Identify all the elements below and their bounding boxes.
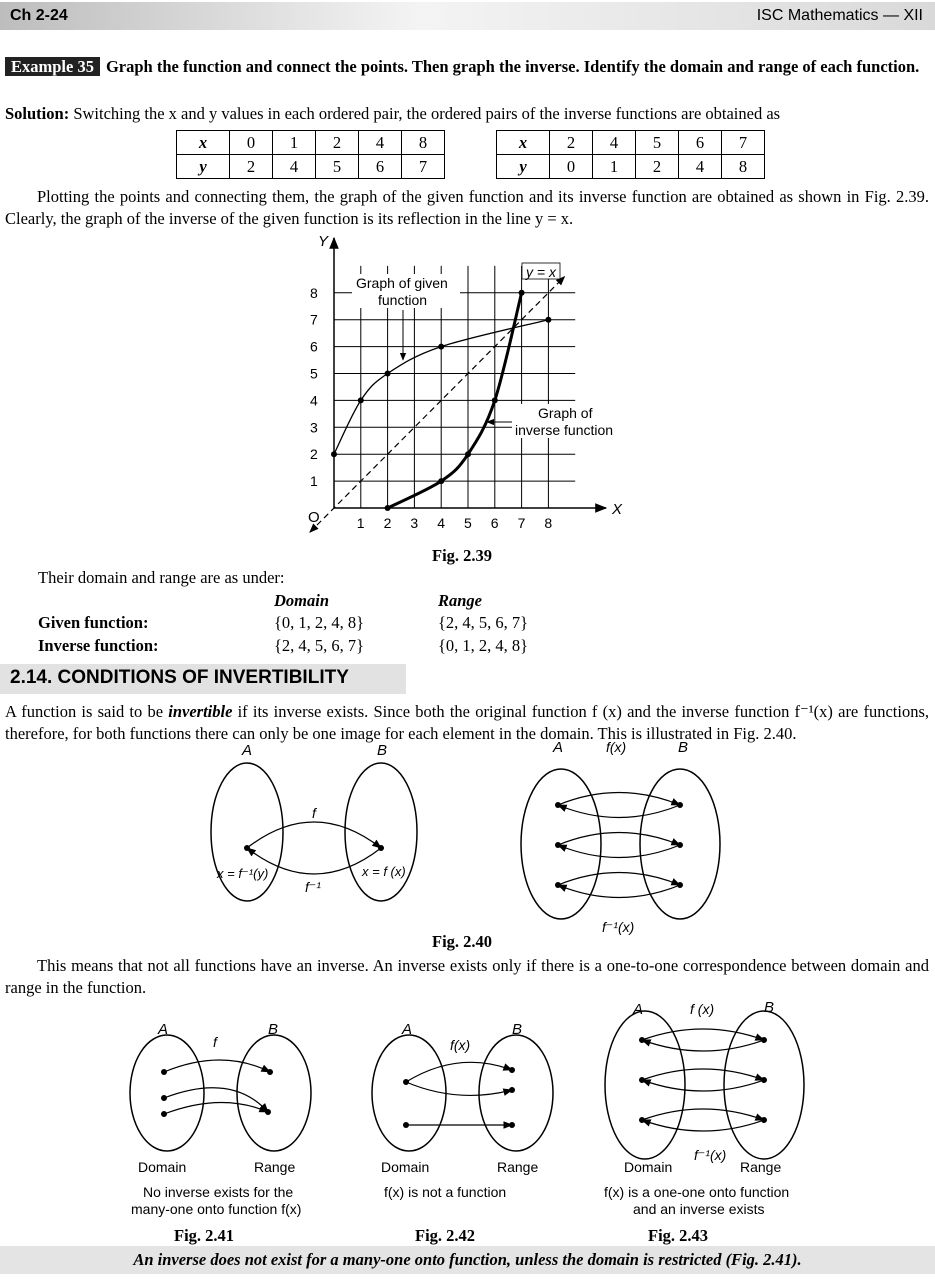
svg-text:f⁻¹(x): f⁻¹(x): [694, 1147, 727, 1163]
fig240-right-b-label: B: [678, 739, 689, 756]
svg-text:f(x) is not a function: f(x) is not a function: [384, 1184, 507, 1200]
svg-text:f: f: [213, 1034, 217, 1050]
fig-2-42-caption: Fig. 2.42: [415, 1226, 476, 1245]
invertible-paragraph: A function is said to be invertible if its inverse exists. Since both the original function f (x) and the inverse function f⁻¹(x) are functions, therefore, for both functions there can only be one image for each element in the domain. This is illustrated in Fig. 2.40.: [5, 702, 929, 743]
y-axis-label: Y: [318, 233, 329, 250]
fig243-set-a-oval: [605, 1011, 685, 1159]
y-tick-label: 6: [310, 338, 318, 355]
y-tick-label: 7: [310, 311, 318, 328]
svg-text:A: A: [158, 1021, 169, 1038]
domain-header: Domain: [274, 591, 330, 610]
fig240-finvx-label: f⁻¹(x): [602, 919, 635, 935]
fig240-xeq-label: x = f⁻¹(y): [217, 866, 269, 881]
fig240-yeq-label: x = f (x): [362, 864, 406, 879]
svg-text:Domain: Domain: [138, 1159, 187, 1175]
y-tick-label: 3: [310, 419, 318, 436]
svg-text:Domain: Domain: [381, 1159, 430, 1175]
example-question: Example 35 Graph the function and connect the points. Then graph the inverse. Identify the domain and range of each function.: [5, 56, 929, 78]
x-tick-label: 2: [383, 515, 392, 531]
svg-text:f(x) is a one-one onto functio: f(x) is a one-one onto function: [604, 1184, 790, 1200]
fig240-f-label: f: [312, 805, 316, 821]
given-function-label: Given function:: [38, 613, 149, 632]
book-title: ISC Mathematics — XII: [756, 7, 923, 24]
given-label-line1: Graph of given: [356, 275, 448, 291]
fig-2-41-caption: Fig. 2.41: [174, 1226, 235, 1245]
x-tick-label: 1: [356, 515, 365, 531]
fig243-set-b-oval: [724, 1011, 804, 1159]
fig240-left-b-label: B: [377, 742, 388, 759]
y-tick-label: 5: [310, 365, 318, 382]
summary-footer: An inverse does not exist for a many-one onto function, unless the domain is restricted (Fig. 2.41).: [0, 1246, 935, 1274]
x-axis-label: X: [612, 501, 623, 518]
x-tick-label: 3: [410, 515, 419, 531]
x-tick-label: 7: [517, 515, 526, 531]
svg-text:B: B: [764, 999, 775, 1016]
svg-text:Range: Range: [254, 1159, 296, 1175]
y-tick-label: 8: [310, 284, 318, 301]
inverse-table: x 2 4 5 6 7 y 0 1 2 4 8: [496, 130, 765, 179]
section-heading: 2.14. CONDITIONS OF INVERTIBILITY: [0, 664, 406, 694]
plotting-paragraph: Plotting the points and connecting them, the graph of the given function and its inverse function are obtained as shown in Fig. 2.39. Clearly, the graph of the inverse of the given function is its reflection in the line y = x.: [5, 187, 929, 228]
y-tick-label: 2: [310, 446, 318, 463]
origin-label: O: [308, 509, 320, 526]
x-tick-label: 6: [490, 515, 499, 531]
y-tick-label: 1: [310, 473, 318, 490]
given-domain: {0, 1, 2, 4, 8}: [274, 613, 365, 632]
svg-text:A: A: [402, 1021, 413, 1038]
fig242-set-b-oval: [479, 1035, 553, 1151]
chapter-page-number: Ch 2-24: [10, 7, 68, 24]
svg-text:Range: Range: [497, 1159, 539, 1175]
svg-text:Domain: Domain: [624, 1159, 673, 1175]
y-equals-x-label: y = x: [526, 264, 556, 280]
inverse-domain: {2, 4, 5, 6, 7}: [274, 636, 365, 655]
x-tick-label: 5: [464, 515, 472, 531]
fig241-set-a-oval: [130, 1035, 204, 1151]
solution-text: Switching the x and y values in each ordered pair, the ordered pairs of the inverse functions are obtained as: [73, 104, 781, 123]
fig-2-39-caption: Fig. 2.39: [432, 546, 493, 565]
svg-text:and an inverse exists: and an inverse exists: [633, 1201, 765, 1217]
fig240-left-a-label: A: [242, 742, 253, 759]
range-header: Range: [438, 591, 483, 610]
fig242-set-a-oval: [372, 1035, 446, 1151]
fig-2-40-caption: Fig. 2.40: [432, 932, 493, 951]
inverse-label-line1: Graph of: [538, 405, 593, 421]
given-range: {2, 4, 5, 6, 7}: [438, 613, 529, 632]
svg-text:f (x): f (x): [690, 1001, 715, 1017]
svg-text:B: B: [512, 1021, 523, 1038]
x-tick-label: 4: [437, 515, 445, 531]
svg-text:many-one onto function f(x): many-one onto function f(x): [131, 1201, 302, 1217]
invertible-term: invertible: [168, 702, 233, 721]
function-table: x 0 1 2 4 8 y 2 4 5 6 7: [176, 130, 445, 179]
y-tick-label: 4: [310, 392, 318, 409]
svg-text:Range: Range: [740, 1159, 782, 1175]
domain-range-intro: Their domain and range are as under:: [38, 568, 285, 587]
inverse-label-line2: inverse function: [515, 422, 614, 438]
fig-2-43-caption: Fig. 2.43: [648, 1226, 709, 1245]
x-tick-label: 8: [544, 515, 553, 531]
fig240-finv-label: f⁻¹: [305, 879, 321, 895]
svg-text:No inverse exists for the: No inverse exists for the: [143, 1184, 294, 1200]
svg-text:f(x): f(x): [450, 1037, 471, 1053]
given-label-line2: function: [378, 292, 428, 308]
svg-text:A: A: [633, 1001, 644, 1018]
solution-label: Solution:: [5, 104, 70, 123]
inverse-range: {0, 1, 2, 4, 8}: [438, 636, 529, 655]
one-to-one-paragraph: This means that not all functions have an inverse. An inverse exists only if there is a one-to-one correspondence between domain and range in the function.: [5, 956, 929, 997]
svg-text:B: B: [268, 1021, 279, 1038]
fig240-fx-label: f(x): [606, 739, 627, 755]
example-tag: Example 35: [5, 57, 100, 76]
fig240-right-a-label: A: [553, 739, 564, 756]
inverse-function-label: Inverse function:: [38, 636, 159, 655]
fig241-set-b-oval: [237, 1035, 311, 1151]
